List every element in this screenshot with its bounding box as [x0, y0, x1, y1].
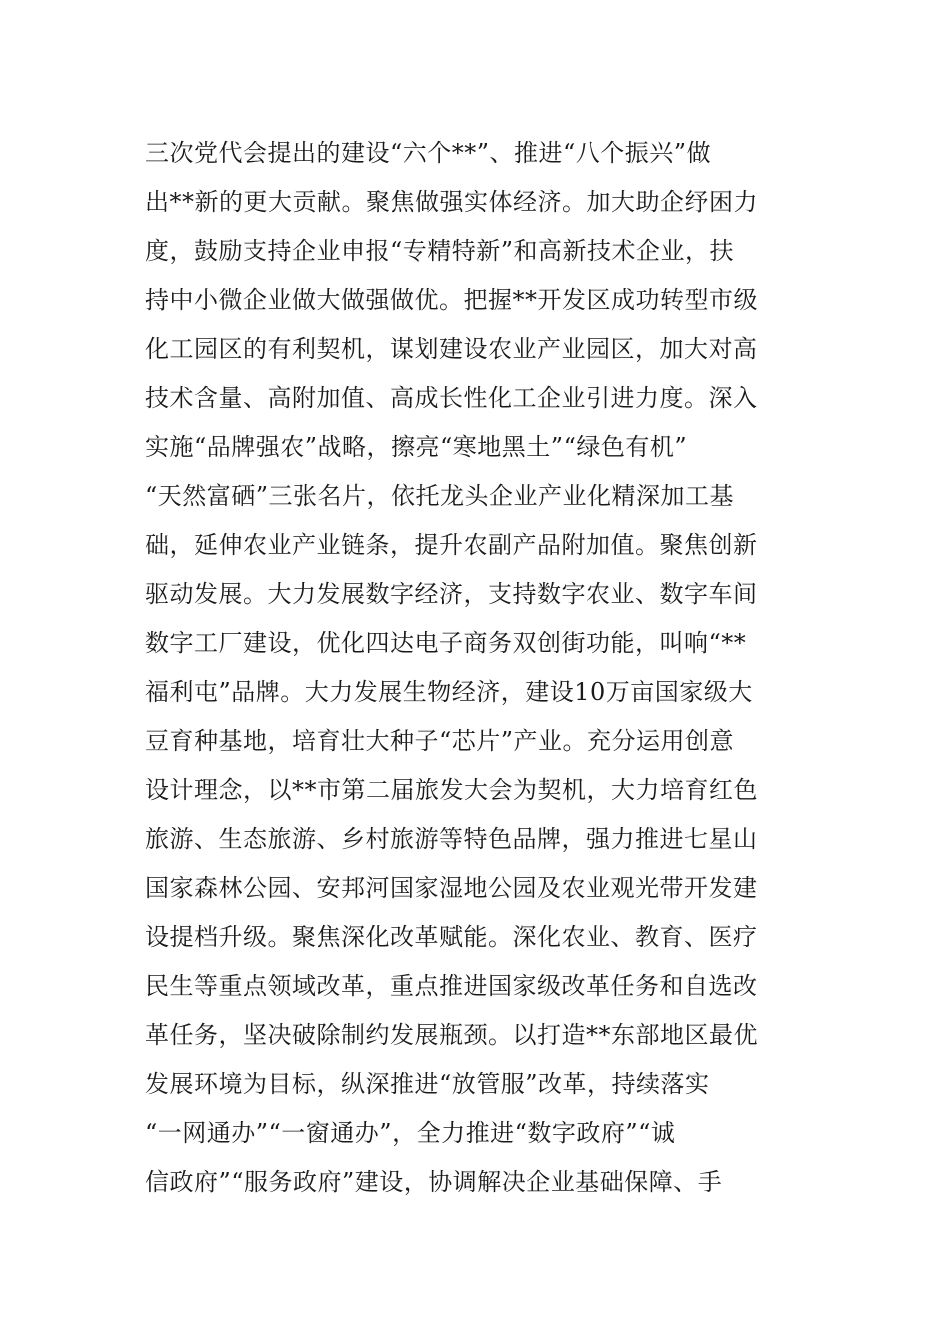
- text-line: 民生等重点领域改革，重点推进国家级改革任务和自选改: [145, 972, 758, 1000]
- text-line: 福利屯”品牌。大力发展生物经济，建设10万亩国家级大: [145, 678, 753, 706]
- body-text: [145, 129, 810, 1207]
- text-line: 驱动发展。大力发展数字经济，支持数字农业、数字车间: [145, 580, 758, 608]
- text-line: 设计理念，以**市第二届旅发大会为契机，大力培育红色: [145, 776, 758, 804]
- text-line: 出**新的更大贡献。聚焦做强实体经济。加大助企纾困力: [145, 188, 758, 216]
- text-line: 设提档升级。聚焦深化改革赋能。深化农业、教育、医疗: [145, 923, 758, 951]
- text-line: 础，延伸农业产业链条，提升农副产品附加值。聚焦创新: [145, 531, 758, 559]
- text-line: 信政府”“服务政府”建设，协调解决企业基础保障、手: [145, 1168, 723, 1196]
- text-line: 技术含量、高附加值、高成长性化工企业引进力度。深入: [145, 384, 758, 412]
- text-line: 度，鼓励支持企业申报“专精特新”和高新技术企业，扶: [145, 237, 735, 265]
- text-line: 旅游、生态旅游、乡村旅游等特色品牌，强力推进七星山: [145, 825, 758, 853]
- text-line: 三次党代会提出的建设“六个**”、推进“八个振兴”做: [145, 139, 712, 167]
- text-line: “天然富硒”三张名片，依托龙头企业产业化精深加工基: [145, 482, 735, 510]
- text-line: 数字工厂建设，优化四达电子商务双创街功能，叫响“**: [145, 629, 747, 657]
- text-line: 革任务，坚决破除制约发展瓶颈。以打造**东部地区最优: [145, 1021, 758, 1049]
- text-line: 发展环境为目标，纵深推进“放管服”改革，持续落实: [145, 1070, 710, 1098]
- text-line: 豆育种基地，培育壮大种子“芯片”产业。充分运用创意: [145, 727, 735, 755]
- text-line: “一网通办”“一窗通办”，全力推进“数字政府”“诚: [145, 1119, 676, 1147]
- text-line: 国家森林公园、安邦河国家湿地公园及农业观光带开发建: [145, 874, 758, 902]
- text-line: 化工园区的有利契机，谋划建设农业产业园区，加大对高: [145, 335, 758, 363]
- text-line: 实施“品牌强农”战略，擦亮“寒地黑土”“绿色有机”: [145, 433, 688, 461]
- text-line: 持中小微企业做大做强做优。把握**开发区成功转型市级: [145, 286, 758, 314]
